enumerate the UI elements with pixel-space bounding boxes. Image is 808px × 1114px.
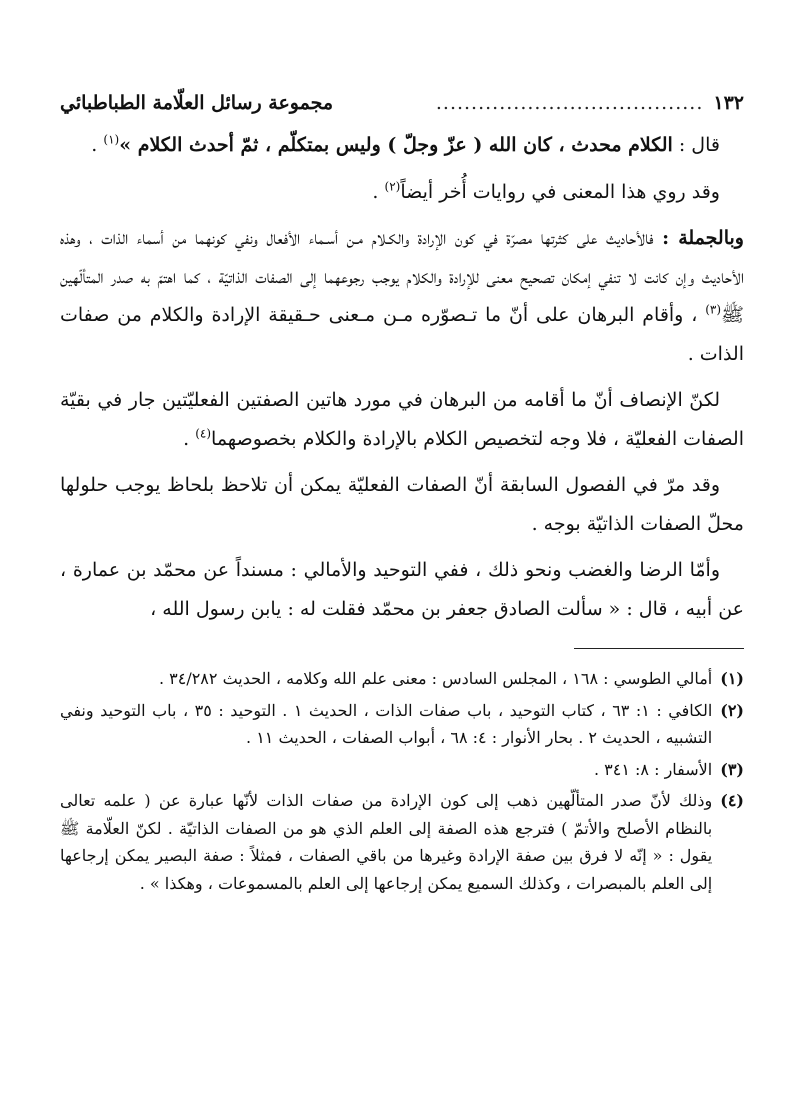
paragraph-narrations: وقد روي هذا المعنى في روايات أُخر أيضاً$^{(٢)}$ . [372,179,720,203]
paragraph-fairness: لكنّ الإنصاف أنّ ما أقامه من البرهان في مورد هاتين الصفتين الفعليّتين جار في بقيّة الصفات الفعليّة ، فلا وجه لتخصيص الكلام بالإرادة والكلام بخصوصهما$^{(٤)}$ . [60,389,744,450]
page-number: ١٣٢ [713,92,744,114]
footnote-4: (٤) وذلك لأنّ صدر المتألّهين ذهب إلى كون الإرادة من صفات الذات لأنّها عبارة عن ( علمه تعالى بالنظام الأصلح والأتمّ ) فترجع هذه الصفة إلى العلم الذي هو من الصفات الذاتيّة . لكنّ العلّامة ﷺ يقول : « إنّه لا فرق بين صفة الإرادة وغيرها من باقي الصفات ، فمثلاً : صفة البصير يمكن إرجاعها إلى العلم بالمبصرات ، وكذلك السميع يمكن إرجاعها إلى العلم بالمسموعات ، وهكذا » . [60,791,744,893]
document-page [60,88,744,901]
paragraph-summary: وبالجملة : فالأحاديث على كثرتها مصرّة في كون الإرادة والكـلام مـن أسـماء الأفعال ونفي كونهما من أسماء الذات ، وهذه الأحاديث وإن كانت لا تنفي إمكان تصحيح معنى للإرادة والكلام يوجب رجوعهما إلى الصفات الذاتيّة ، كما اهتمّ به صدر المتألّهين ﷺ$^{(٣)}$ ، وأقام البرهان على أنّ ما تـصوّره مـن مـعنى حـقيقة الإرادة والكلام من صفات الذات . [60,227,744,365]
footnote-1: (١) أمالي الطوسي : ١٦٨ ، المجلس السادس : معنى علم الله وكلامه ، الحديث ٣٤/٢٨٢ . [158,669,744,688]
footnote-2: (٢) الكافي : ١: ٦٣ ، كتاب التوحيد ، باب صفات الذات ، الحديث ١ . التوحيد : ٣٥ ، باب التوحيد ونفي التشبيه ، الحديث ٢ . بحار الأنوار : ٤: ٦٨ ، أبواب الصفات ، الحديث ١١ . [60,700,744,747]
paragraph-previous-sections: وقد مرّ في الفصول السابقة أنّ الصفات الفعليّة يمكن أن تلاحظ بلحاظ يوجب حلولها محلّ الصفات الذاتيّة بوجه . [60,474,744,535]
book-title: مجموعة رسائل العلّامة الطباطبائي [60,92,334,114]
footnote-separator [574,648,744,649]
paragraph-satisfaction-anger: وأمّا الرضا والغضب ونحو ذلك ، ففي التوحيد والأمالي : مسنداً عن محمّد بن عمارة ، عن أبيه ، قال : « سألت الصادق جعفر بن محمّد فقلت له : يابن رسول الله ، [60,559,744,620]
summary-lead: وبالجملة : [662,227,744,249]
main-text [60,126,744,628]
header-leader-dots: ...................................... [435,92,704,114]
footnote-ref-3: (٣) [705,302,722,317]
paragraph-quote: قال : الكلام محدث ، كان الله ( عزّ وجلّ ) وليس بمتكلّم ، ثمّ أحدث الكلام »$^{(١)}$ . [91,132,720,156]
footnote-ref-2: (٢) [384,179,401,194]
footnote-3: (٣) الأسفار : ٨: ٣٤١ . [593,759,744,779]
footnotes [60,665,744,897]
running-header [60,88,744,126]
footnote-ref-4: (٤) [195,426,212,441]
quoted-hadith: الكلام محدث ، كان الله ( عزّ وجلّ ) وليس بمتكلّم ، ثمّ أحدث الكلام » [119,134,673,156]
footnote-ref-1: (١) [103,132,120,147]
